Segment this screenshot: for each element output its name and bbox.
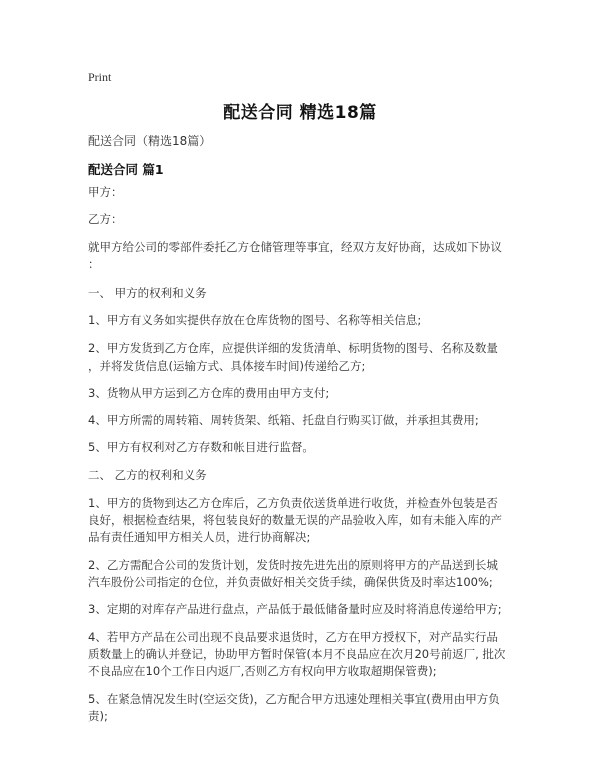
party-a-item-1: 1、甲方有义务如实提供存放在仓库货物的图号、名称等相关信息;	[88, 313, 422, 327]
intro-paragraph-line-2: ：	[88, 257, 100, 271]
party-b-item-3: 3、定期的对库存产品进行盘点，产品低于最低储备量时应及时将消息传递给甲方;	[88, 602, 502, 616]
party-b-item-5-line-2: 责);	[88, 709, 108, 723]
party-a-item-5: 5、甲方有权利对乙方存数和帐目进行监督。	[88, 440, 314, 454]
party-b-line: 乙方：	[88, 212, 123, 226]
party-a-item-4: 4、甲方所需的周转箱、周转货架、纸箱、托盘自行购买订做，并承担其费用;	[88, 413, 479, 427]
intro-paragraph-line-1: 就甲方给公司的零部件委托乙方仓储管理等事宜，经双方友好协商，达成如下协议	[88, 240, 502, 254]
party-b-item-1-line-3: 品有责任通知甲方相关人员，进行协商解决;	[88, 530, 311, 544]
document-title: 配送合同 精选18篇	[223, 103, 377, 123]
section-title: 配送合同 篇1	[88, 162, 164, 177]
party-a-item-2-line-1: 2、甲方发货到乙方仓库，应提供详细的发货清单、标明货物的图号、名称及数量	[88, 341, 498, 355]
party-b-item-4-line-3: 不良品应在10个工作日内返厂,否则乙方有权向甲方收取超期保管费);	[88, 664, 437, 678]
party-a-item-3: 3、货物从甲方运到乙方仓库的费用由甲方支付;	[88, 386, 330, 400]
heading-party-a-rights: 一、 甲方的权利和义务	[88, 286, 207, 300]
party-a-item-2-line-2: ，并将发货信息(运输方式、具体接车时间)传递给乙方;	[88, 359, 366, 373]
print-label[interactable]: Print	[88, 70, 112, 84]
document-subtitle: 配送合同（精选18篇）	[88, 134, 212, 148]
party-b-item-2-line-1: 2、乙方需配合公司的发货计划，发货时按先进先出的原则将甲方的产品送到长城	[88, 558, 498, 572]
party-a-line: 甲方：	[88, 185, 123, 199]
party-b-item-1-line-2: 良好，根据检查结果，将包装良好的数量无误的产品验收入库，如有未能入库的产	[88, 513, 502, 527]
party-b-item-4-line-2: 质数量上的确认并登记，协助甲方暂时保管(本月不良品应在次月20号前返厂, 批次	[88, 647, 506, 661]
party-b-item-2-line-2: 汽车股份公司指定的仓位，并负责做好相关交货手续，确保供货及时率达100%;	[88, 575, 493, 589]
party-b-item-1-line-1: 1、甲方的货物到达乙方仓库后，乙方负责依送货单进行收货，并检查外包装是否	[88, 496, 498, 510]
heading-party-b-rights: 二、 乙方的权利和义务	[88, 468, 207, 482]
party-b-item-4-line-1: 4、若甲方产品在公司出现不良品要求退货时，乙方在甲方授权下，对产品实行品	[88, 630, 498, 644]
party-b-item-5-line-1: 5、在紧急情况发生时(空运交货)，乙方配合甲方迅速处理相关事宜(费用由甲方负	[88, 692, 500, 706]
